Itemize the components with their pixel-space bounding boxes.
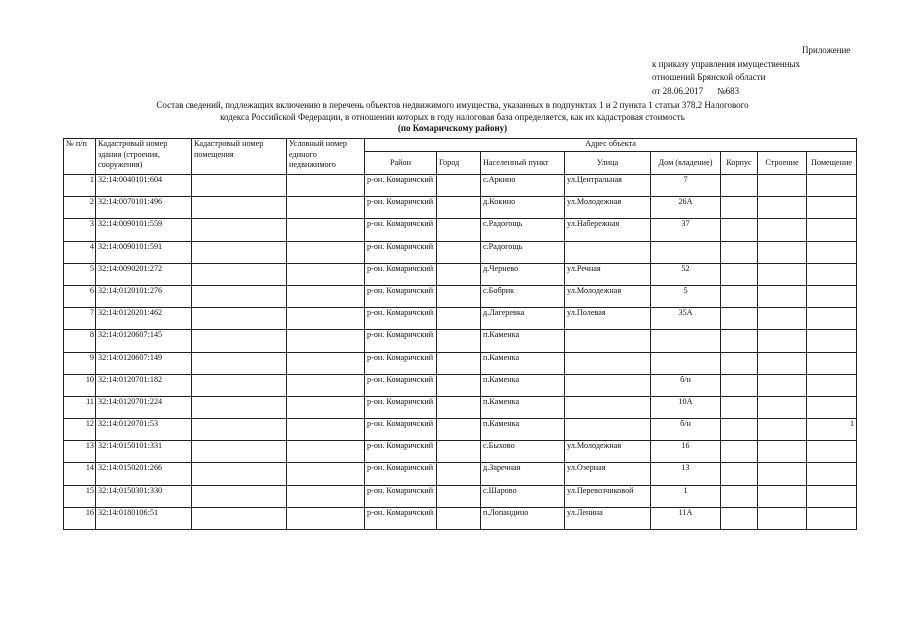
cell-conditional-number xyxy=(287,485,365,507)
cell-num: 10 xyxy=(64,374,96,396)
appendix-order-line: к приказу управления имущественных xyxy=(652,58,801,69)
cell-premises xyxy=(807,374,857,396)
cell-conditional-number xyxy=(287,507,365,529)
heading-district: (по Комаричскому району) xyxy=(397,123,508,133)
header-locality: Населенный пункт xyxy=(481,152,565,175)
header-building: Строение xyxy=(758,152,807,175)
cell-house: 52 xyxy=(651,263,721,285)
cell-city xyxy=(437,507,481,529)
cell-conditional-number xyxy=(287,330,365,352)
cell-cadastral-building: 32:14:0120607:145 xyxy=(96,330,192,352)
cell-korpus xyxy=(721,485,758,507)
cell-street xyxy=(565,374,651,396)
cell-cadastral-building: 32:14:0120201:462 xyxy=(96,308,192,330)
cell-cadastral-room xyxy=(192,241,287,263)
cell-num: 16 xyxy=(64,507,96,529)
cell-cadastral-room xyxy=(192,463,287,485)
cell-city xyxy=(437,396,481,418)
cell-cadastral-room xyxy=(192,485,287,507)
cell-premises xyxy=(807,308,857,330)
cell-street: ул.Полевая xyxy=(565,308,651,330)
table-row xyxy=(64,463,857,485)
cell-num: 3 xyxy=(64,219,96,241)
cell-num: 4 xyxy=(64,241,96,263)
cell-num: 11 xyxy=(64,396,96,418)
table-row xyxy=(64,485,857,507)
cell-cadastral-room xyxy=(192,441,287,463)
cell-district: р-он. Комаричский xyxy=(365,463,437,485)
cell-street: ул.Перевозчиковой xyxy=(565,485,651,507)
appendix-authority-line: отношений Брянской области xyxy=(652,72,766,82)
cell-district: р-он. Комаричский xyxy=(365,352,437,374)
cell-conditional-number xyxy=(287,241,365,263)
cell-city xyxy=(437,175,481,197)
header-premises: Помещение xyxy=(807,152,857,175)
cell-locality: п.Каменка xyxy=(481,396,565,418)
cell-cadastral-building: 32:14:0180106:51 xyxy=(96,507,192,529)
cell-korpus xyxy=(721,396,758,418)
cell-num: 7 xyxy=(64,308,96,330)
header-conditional-number: Условный номер единого недвижимого xyxy=(287,139,365,175)
cell-street: ул.Ленина xyxy=(565,507,651,529)
cell-house: 16 xyxy=(651,441,721,463)
cell-korpus xyxy=(721,463,758,485)
cell-korpus xyxy=(721,263,758,285)
cell-num: 9 xyxy=(64,352,96,374)
cell-house: 35А xyxy=(651,308,721,330)
cell-house: 37 xyxy=(651,219,721,241)
table-row xyxy=(64,352,857,374)
cell-district: р-он. Комаричский xyxy=(365,263,437,285)
cell-district: р-он. Комаричский xyxy=(365,175,437,197)
cell-district: р-он. Комаричский xyxy=(365,285,437,307)
cell-num: 12 xyxy=(64,419,96,441)
cell-premises: 1 xyxy=(807,419,857,441)
cell-conditional-number xyxy=(287,463,365,485)
cell-premises xyxy=(807,463,857,485)
cell-num: 6 xyxy=(64,285,96,307)
cell-city xyxy=(437,308,481,330)
cell-building xyxy=(758,485,807,507)
cell-premises xyxy=(807,507,857,529)
table-row xyxy=(64,441,857,463)
header-cadastral-room: Кадастровый номер помещения xyxy=(192,139,287,175)
table-row xyxy=(64,285,857,307)
cell-conditional-number xyxy=(287,263,365,285)
cell-locality: с.Быхово xyxy=(481,441,565,463)
table-row xyxy=(64,507,857,529)
cell-conditional-number xyxy=(287,441,365,463)
appendix-block xyxy=(652,44,850,98)
cell-house: б/н xyxy=(651,374,721,396)
cell-locality: п.Каменка xyxy=(481,374,565,396)
cell-city xyxy=(437,352,481,374)
cell-house: б/н xyxy=(651,419,721,441)
cell-premises xyxy=(807,285,857,307)
cell-cadastral-room xyxy=(192,219,287,241)
cell-district: р-он. Комаричский xyxy=(365,396,437,418)
cell-locality: д.Заречная xyxy=(481,463,565,485)
cell-num: 14 xyxy=(64,463,96,485)
cell-city xyxy=(437,485,481,507)
cell-cadastral-building: 32:14:0120701:182 xyxy=(96,374,192,396)
cell-city xyxy=(437,374,481,396)
cell-city xyxy=(437,219,481,241)
property-table xyxy=(63,138,857,530)
cell-city xyxy=(437,241,481,263)
cell-cadastral-building: 32:14:0090201:272 xyxy=(96,263,192,285)
cell-street xyxy=(565,241,651,263)
cell-locality: с.Шарово xyxy=(481,485,565,507)
cell-cadastral-room xyxy=(192,507,287,529)
cell-cadastral-room xyxy=(192,374,287,396)
cell-locality: п.Каменка xyxy=(481,419,565,441)
cell-locality: с.Радогощь xyxy=(481,241,565,263)
cell-korpus xyxy=(721,330,758,352)
table-row xyxy=(64,263,857,285)
cell-house: 1 xyxy=(651,485,721,507)
cell-korpus xyxy=(721,441,758,463)
header-district: Район xyxy=(365,152,437,175)
cell-premises xyxy=(807,197,857,219)
cell-cadastral-room xyxy=(192,263,287,285)
table-row xyxy=(64,175,857,197)
table-row xyxy=(64,308,857,330)
cell-building xyxy=(758,507,807,529)
cell-cadastral-room xyxy=(192,419,287,441)
cell-district: р-он. Комаричский xyxy=(365,419,437,441)
cell-cadastral-room xyxy=(192,396,287,418)
cell-conditional-number xyxy=(287,197,365,219)
cell-building xyxy=(758,263,807,285)
cell-locality: с.Аркино xyxy=(481,175,565,197)
cell-district: р-он. Комаричский xyxy=(365,308,437,330)
cell-building xyxy=(758,241,807,263)
cell-city xyxy=(437,263,481,285)
table-row xyxy=(64,419,857,441)
cell-cadastral-building: 32:14:0040101:604 xyxy=(96,175,192,197)
cell-building xyxy=(758,330,807,352)
cell-city xyxy=(437,197,481,219)
cell-premises xyxy=(807,485,857,507)
cell-cadastral-building: 32:14:0090101:591 xyxy=(96,241,192,263)
cell-cadastral-building: 32:14:0150201:266 xyxy=(96,463,192,485)
cell-premises xyxy=(807,175,857,197)
table-header-row xyxy=(64,139,857,152)
cell-cadastral-room xyxy=(192,330,287,352)
cell-cadastral-room xyxy=(192,352,287,374)
cell-cadastral-building: 32:14:0150301:330 xyxy=(96,485,192,507)
cell-building xyxy=(758,463,807,485)
cell-cadastral-building: 32:14:0120101:276 xyxy=(96,285,192,307)
cell-house: 26А xyxy=(651,197,721,219)
appendix-number: №683 xyxy=(717,85,740,96)
cell-street: ул.Молодежная xyxy=(565,441,651,463)
cell-building xyxy=(758,352,807,374)
cell-korpus xyxy=(721,219,758,241)
cell-house xyxy=(651,241,721,263)
cell-premises xyxy=(807,352,857,374)
header-house: Дом (владение) xyxy=(651,152,721,175)
header-address: Адрес объекта xyxy=(365,139,857,152)
header-cadastral-building: Кадастровый номер здания (строения, сооружения) xyxy=(96,139,192,175)
cell-locality: д.Чернево xyxy=(481,263,565,285)
header-city: Город xyxy=(437,152,481,175)
cell-korpus xyxy=(721,175,758,197)
cell-street: ул.Озерная xyxy=(565,463,651,485)
cell-building xyxy=(758,197,807,219)
cell-district: р-он. Комаричский xyxy=(365,241,437,263)
cell-cadastral-building: 32:14:0070101:496 xyxy=(96,197,192,219)
cell-korpus xyxy=(721,419,758,441)
cell-district: р-он. Комаричский xyxy=(365,197,437,219)
table-body xyxy=(64,175,857,530)
cell-korpus xyxy=(721,308,758,330)
cell-street xyxy=(565,330,651,352)
cell-locality: п.Каменка xyxy=(481,352,565,374)
cell-locality: п.Лопандино xyxy=(481,507,565,529)
cell-num: 15 xyxy=(64,485,96,507)
cell-conditional-number xyxy=(287,175,365,197)
cell-premises xyxy=(807,396,857,418)
cell-street: ул.Молодежная xyxy=(565,197,651,219)
header-num: № п/п xyxy=(64,139,96,175)
appendix-date: от 28.06.2017 xyxy=(652,85,704,96)
cell-conditional-number xyxy=(287,374,365,396)
cell-street: ул.Речная xyxy=(565,263,651,285)
document-heading xyxy=(0,100,905,135)
header-korpus: Корпус xyxy=(721,152,758,175)
cell-house: 13 xyxy=(651,463,721,485)
cell-locality: с.Радогощь xyxy=(481,219,565,241)
cell-cadastral-room xyxy=(192,175,287,197)
cell-street: ул.Молодежная xyxy=(565,285,651,307)
cell-korpus xyxy=(721,197,758,219)
cell-cadastral-building: 32:14:0120607:149 xyxy=(96,352,192,374)
cell-korpus xyxy=(721,374,758,396)
cell-premises xyxy=(807,241,857,263)
cell-conditional-number xyxy=(287,396,365,418)
cell-district: р-он. Комаричский xyxy=(365,374,437,396)
cell-num: 2 xyxy=(64,197,96,219)
cell-locality: д.Лагеревка xyxy=(481,308,565,330)
cell-cadastral-building: 32:14:0120701:53 xyxy=(96,419,192,441)
cell-building xyxy=(758,175,807,197)
cell-city xyxy=(437,419,481,441)
table-row xyxy=(64,330,857,352)
cell-street xyxy=(565,352,651,374)
cell-num: 8 xyxy=(64,330,96,352)
cell-locality: с.Бобрик xyxy=(481,285,565,307)
cell-building xyxy=(758,374,807,396)
cell-city xyxy=(437,441,481,463)
cell-korpus xyxy=(721,352,758,374)
cell-house: 11А xyxy=(651,507,721,529)
cell-conditional-number xyxy=(287,419,365,441)
cell-city xyxy=(437,285,481,307)
cell-cadastral-building: 32:14:0150101:331 xyxy=(96,441,192,463)
appendix-date-line xyxy=(652,85,850,99)
cell-building xyxy=(758,219,807,241)
table-row xyxy=(64,374,857,396)
cell-district: р-он. Комаричский xyxy=(365,485,437,507)
header-street: Улица xyxy=(565,152,651,175)
cell-num: 1 xyxy=(64,175,96,197)
appendix-title: Приложение xyxy=(802,45,851,55)
cell-district: р-он. Комаричский xyxy=(365,507,437,529)
table-row xyxy=(64,197,857,219)
table-row xyxy=(64,396,857,418)
cell-korpus xyxy=(721,285,758,307)
cell-building xyxy=(758,419,807,441)
cell-cadastral-room xyxy=(192,285,287,307)
cell-premises xyxy=(807,330,857,352)
cell-house: 5 xyxy=(651,285,721,307)
cell-building xyxy=(758,441,807,463)
cell-building xyxy=(758,396,807,418)
cell-conditional-number xyxy=(287,219,365,241)
cell-locality: д.Кокино xyxy=(481,197,565,219)
cell-locality: п.Каменка xyxy=(481,330,565,352)
cell-city xyxy=(437,463,481,485)
cell-house: 7 xyxy=(651,175,721,197)
cell-building xyxy=(758,308,807,330)
cell-cadastral-room xyxy=(192,308,287,330)
cell-korpus xyxy=(721,507,758,529)
cell-num: 13 xyxy=(64,441,96,463)
table-row xyxy=(64,241,857,263)
cell-cadastral-room xyxy=(192,197,287,219)
heading-line-1: Состав сведений, подлежащих включению в перечень объектов недвижимого имущества, указанных в подпунктах 1 и 2 пункта 1 статьи 378.2 Налогового xyxy=(156,100,749,110)
cell-conditional-number xyxy=(287,352,365,374)
cell-premises xyxy=(807,441,857,463)
cell-building xyxy=(758,285,807,307)
cell-conditional-number xyxy=(287,285,365,307)
cell-district: р-он. Комаричский xyxy=(365,441,437,463)
cell-street xyxy=(565,419,651,441)
cell-house xyxy=(651,330,721,352)
cell-cadastral-building: 32:14:0090101:559 xyxy=(96,219,192,241)
cell-cadastral-building: 32:14:0120701:224 xyxy=(96,396,192,418)
cell-house: 10А xyxy=(651,396,721,418)
table-row xyxy=(64,219,857,241)
cell-house xyxy=(651,352,721,374)
cell-premises xyxy=(807,219,857,241)
cell-city xyxy=(437,330,481,352)
cell-district: р-он. Комаричский xyxy=(365,330,437,352)
cell-korpus xyxy=(721,241,758,263)
cell-num: 5 xyxy=(64,263,96,285)
cell-street xyxy=(565,396,651,418)
cell-street: ул.Центральная xyxy=(565,175,651,197)
cell-street: ул.Набережная xyxy=(565,219,651,241)
heading-line-2: кодекса Российской Федерации, в отношении которых в году налоговая база определяется, как их кадастровая стоимость xyxy=(220,111,685,122)
cell-premises xyxy=(807,263,857,285)
cell-district: р-он. Комаричский xyxy=(365,219,437,241)
cell-conditional-number xyxy=(287,308,365,330)
